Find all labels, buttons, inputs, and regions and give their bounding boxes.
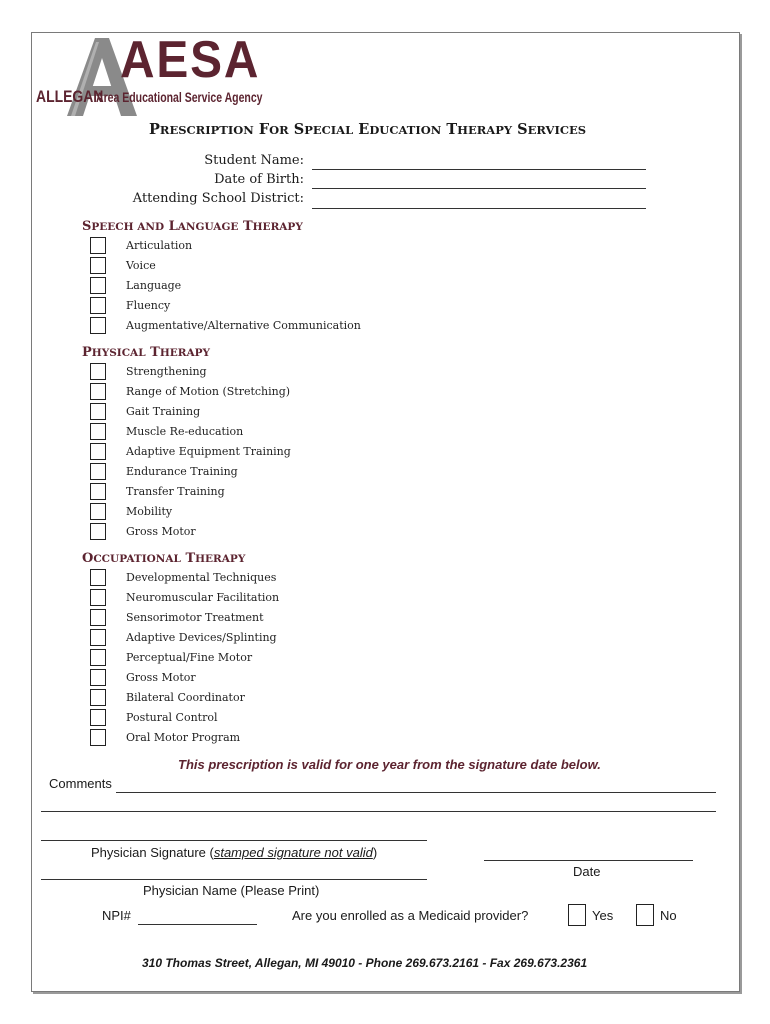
checkbox-label: Strengthening <box>126 365 207 378</box>
checkbox-label: Voice <box>126 259 156 272</box>
checkbox[interactable] <box>90 729 106 746</box>
prescription-form <box>31 32 740 992</box>
comments-label: Comments <box>49 776 112 791</box>
checkbox[interactable] <box>90 523 106 540</box>
logo-brand-text: AESA <box>120 31 261 89</box>
npi-field[interactable] <box>138 924 257 925</box>
occupational-therapy-heading: OCCUPATIONAL THERAPY <box>82 551 246 566</box>
checkbox-label: Gait Training <box>126 405 201 418</box>
physical-therapy-heading: PHYSICAL THERAPY <box>82 345 211 360</box>
checkbox-label: Gross Motor <box>126 525 196 538</box>
checkbox-label: Adaptive Devices/Splinting <box>126 631 277 644</box>
logo-district-text: ALLEGAN <box>36 87 104 106</box>
checkbox-label: Oral Motor Program <box>126 731 241 744</box>
checkbox[interactable] <box>90 589 106 606</box>
validity-note: This prescription is valid for one year from the signature date below. <box>178 757 601 772</box>
checkbox-label: Fluency <box>126 299 171 312</box>
comments-line-2[interactable] <box>41 811 716 812</box>
date-of-birth-field[interactable] <box>312 188 646 189</box>
checkbox-label: Perceptual/Fine Motor <box>126 651 253 664</box>
comments-line-1[interactable] <box>116 792 716 793</box>
checkbox-label: Range of Motion (Stretching) <box>126 385 291 398</box>
checkbox[interactable] <box>90 483 106 500</box>
student-name-field[interactable] <box>312 169 646 170</box>
medicaid-yes-label: Yes <box>592 908 614 923</box>
date-field[interactable] <box>484 860 693 861</box>
checkbox[interactable] <box>90 257 106 274</box>
checkbox[interactable] <box>90 649 106 666</box>
checkbox[interactable] <box>90 689 106 706</box>
checkbox-label: Adaptive Equipment Training <box>126 445 291 458</box>
checkbox[interactable] <box>90 277 106 294</box>
checkbox[interactable] <box>90 463 106 480</box>
checkbox[interactable] <box>90 383 106 400</box>
checkbox[interactable] <box>90 423 106 440</box>
physician-signature-label: Physician Signature (stamped signature not valid) <box>91 845 378 860</box>
checkbox-label: Transfer Training <box>126 485 225 498</box>
school-district-label: Attending School District: <box>132 191 304 206</box>
physician-name-field[interactable] <box>41 879 427 880</box>
speech-language-heading: SPEECH AND LANGUAGE THERAPY <box>82 219 303 234</box>
checkbox-label: Endurance Training <box>126 465 238 478</box>
checkbox[interactable] <box>90 669 106 686</box>
checkbox-label: Gross Motor <box>126 671 196 684</box>
checkbox-label: Postural Control <box>126 711 218 724</box>
checkbox-label: Muscle Re-education <box>126 425 244 438</box>
aesa-logo <box>32 31 263 123</box>
medicaid-yes-checkbox[interactable] <box>568 904 586 926</box>
checkbox-label: Neuromuscular Facilitation <box>126 591 280 604</box>
physician-name-label: Physician Name (Please Print) <box>143 883 320 898</box>
checkbox[interactable] <box>90 237 106 254</box>
date-of-birth-label: Date of Birth: <box>214 172 304 187</box>
checkbox[interactable] <box>90 297 106 314</box>
checkbox[interactable] <box>90 317 106 334</box>
checkbox-label: Augmentative/Alternative Communication <box>126 319 361 332</box>
checkbox[interactable] <box>90 629 106 646</box>
medicaid-no-checkbox[interactable] <box>636 904 654 926</box>
checkbox-label: Sensorimotor Treatment <box>126 611 264 624</box>
checkbox[interactable] <box>90 609 106 626</box>
npi-label: NPI# <box>102 908 131 923</box>
logo-agency-text: Area Educational Service Agency <box>96 89 263 105</box>
date-label: Date <box>573 864 601 879</box>
checkbox[interactable] <box>90 503 106 520</box>
student-name-label: Student Name: <box>204 153 304 168</box>
checkbox[interactable] <box>90 443 106 460</box>
checkbox[interactable] <box>90 363 106 380</box>
checkbox-label: Language <box>126 279 182 292</box>
school-district-field[interactable] <box>312 208 646 209</box>
footer-address: 310 Thomas Street, Allegan, MI 49010 - Phone 269.673.2161 - Fax 269.673.2361 <box>142 956 588 970</box>
physician-signature-field[interactable] <box>41 840 427 841</box>
medicaid-question: Are you enrolled as a Medicaid provider? <box>292 908 529 923</box>
checkbox[interactable] <box>90 709 106 726</box>
checkbox-label: Developmental Techniques <box>126 571 277 584</box>
checkbox[interactable] <box>90 403 106 420</box>
checkbox-label: Mobility <box>126 505 173 518</box>
checkbox-label: Articulation <box>126 239 193 252</box>
checkbox-label: Bilateral Coordinator <box>126 691 245 704</box>
medicaid-no-label: No <box>660 908 677 923</box>
checkbox[interactable] <box>90 569 106 586</box>
form-title: PRESCRIPTION FOR SPECIAL EDUCATION THERAPY SERVICES <box>149 121 587 138</box>
